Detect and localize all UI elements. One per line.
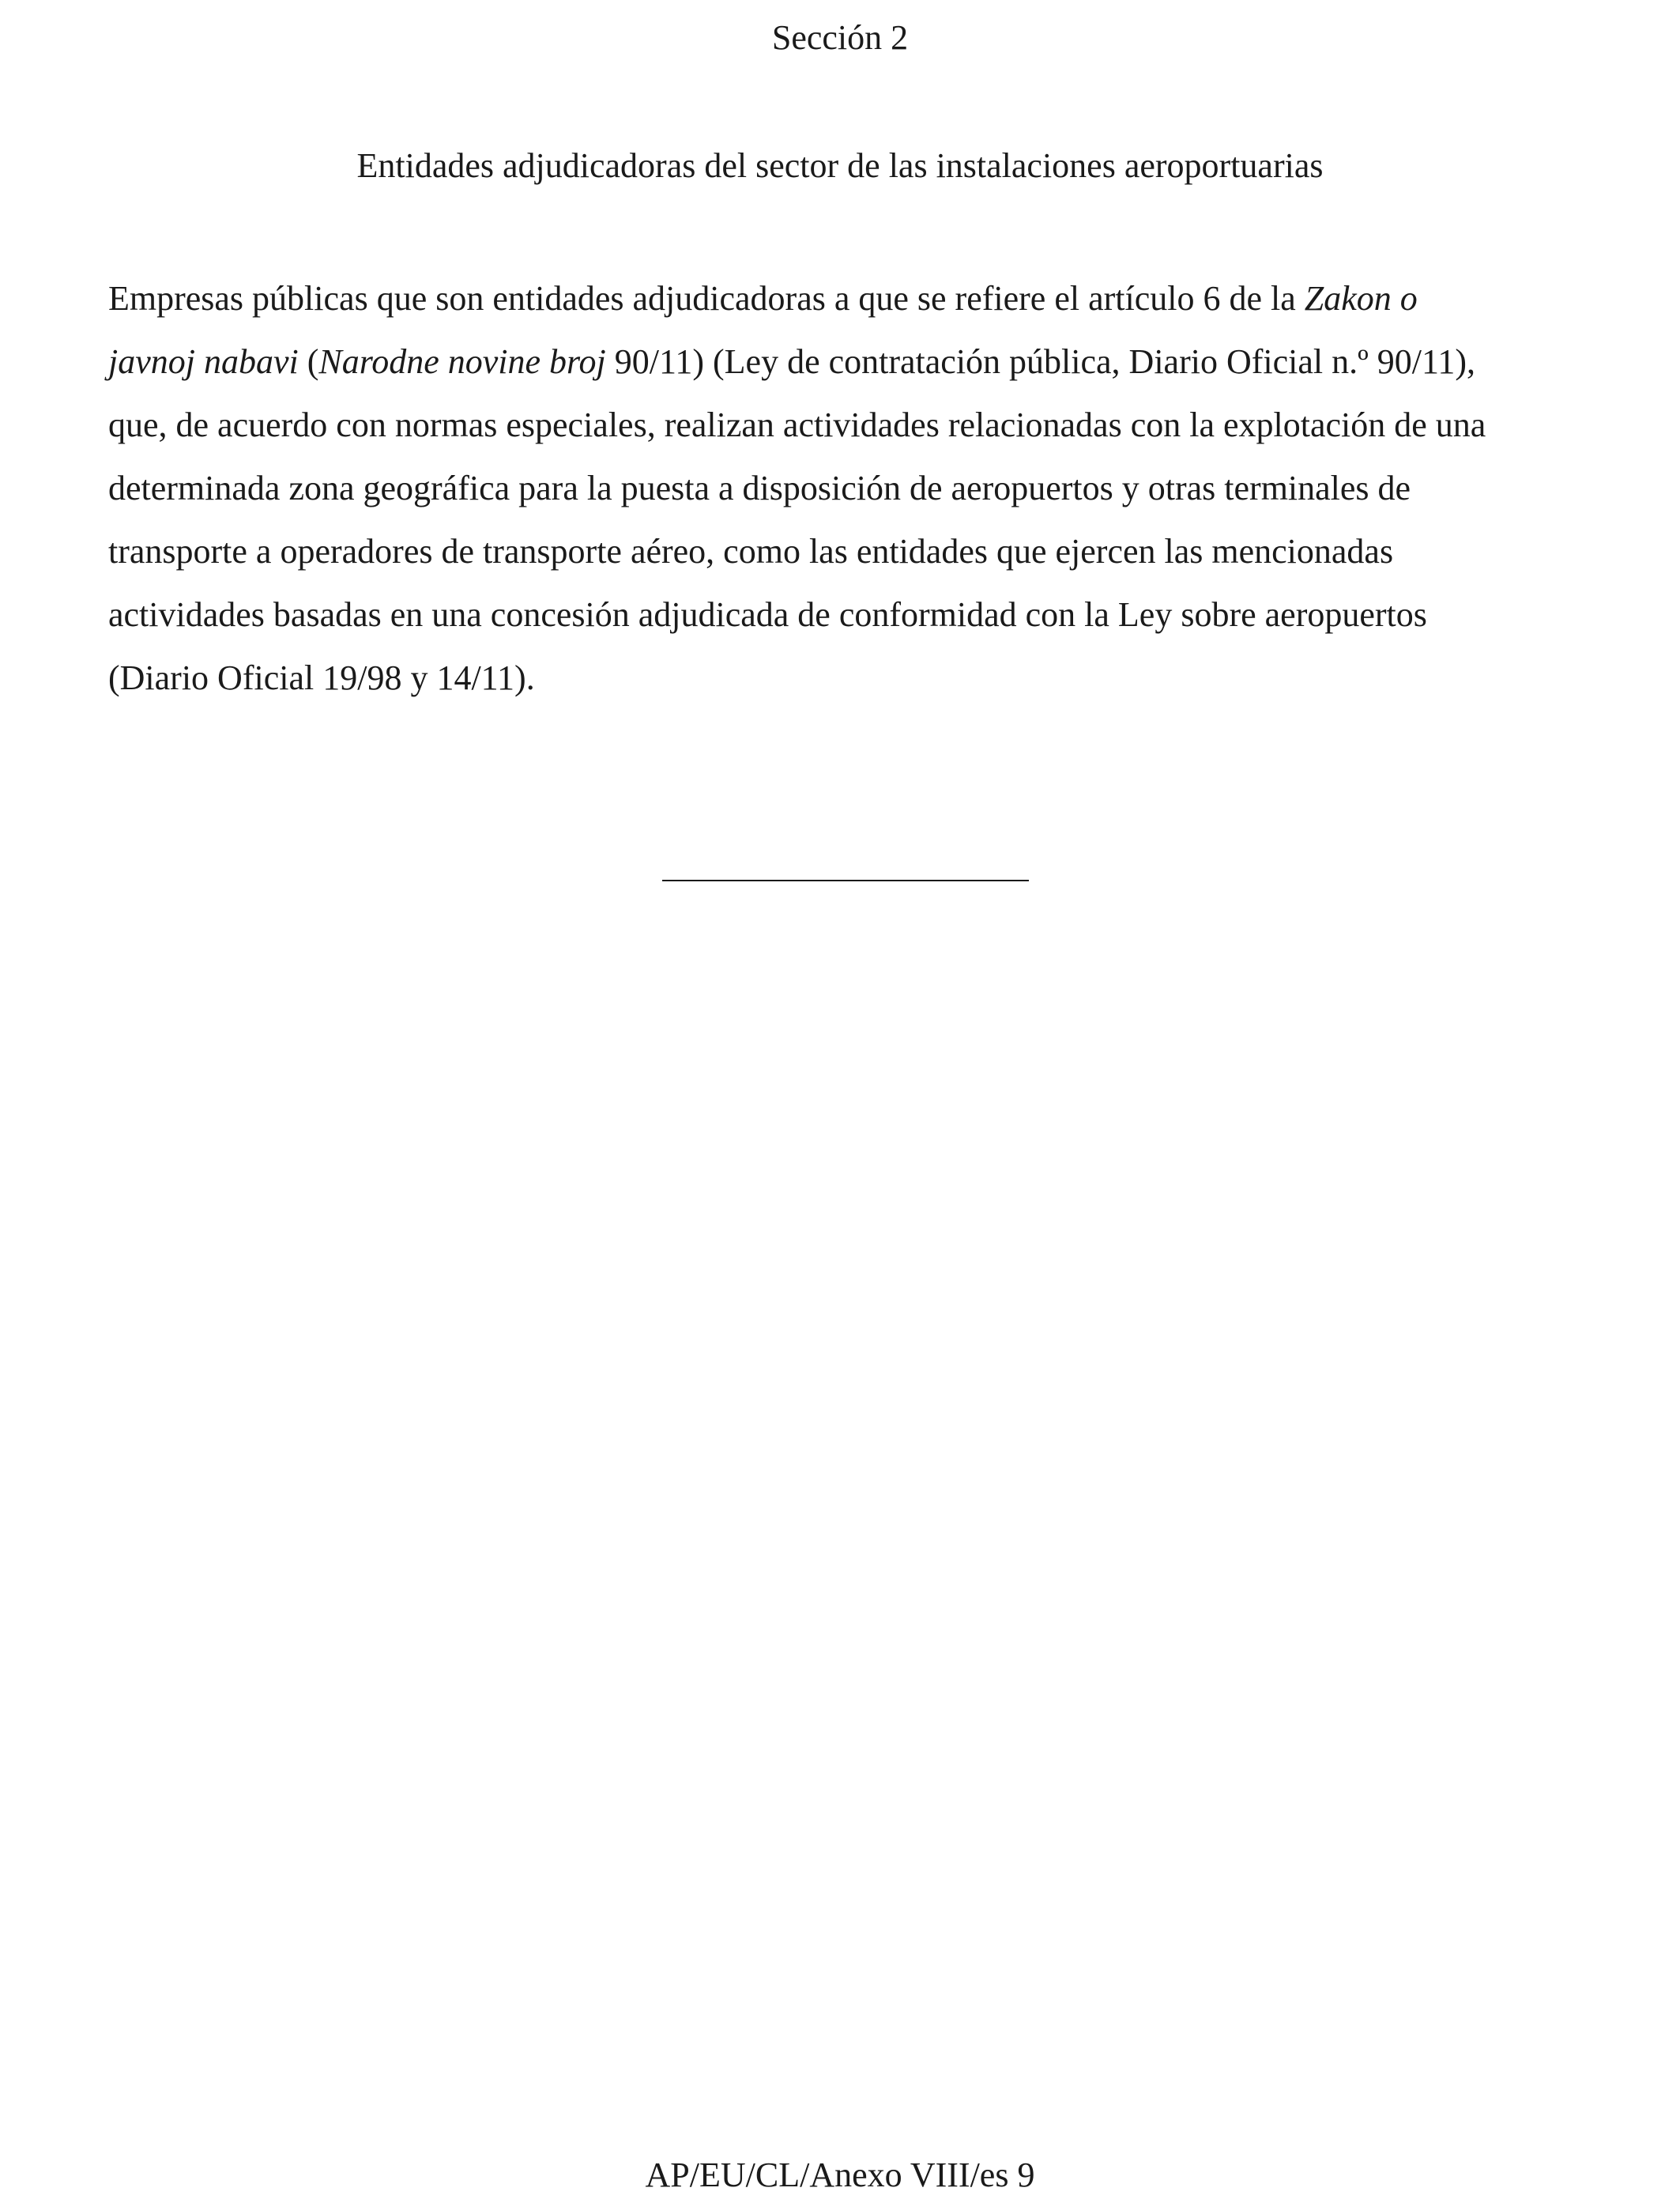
- end-of-section-rule: [662, 880, 1029, 881]
- paragraph-line-1: [108, 267, 1594, 330]
- law-title-italic-end: javnoj nabavi: [108, 342, 299, 381]
- paragraph-line-7: (Diario Oficial 19/98 y 14/11).: [108, 658, 535, 697]
- paragraph-line-4: determinada zona geográfica para la puesta a disposición de aeropuertos y otras terminales de: [108, 469, 1411, 507]
- section-label: Sección 2: [771, 18, 909, 57]
- paragraph-line-1-text: Empresas públicas que son entidades adjudicadoras a que se refiere el artículo 6 de la: [108, 279, 1305, 318]
- paragraph-line-2-text-b: 90/11) (Ley de contratación pública, Diario Oficial n.º 90/11),: [605, 342, 1476, 381]
- paragraph-line-2-text-a: (: [298, 342, 319, 381]
- gazette-name-italic: Narodne novine broj: [318, 342, 606, 381]
- law-title-italic-start: Zakon o: [1304, 279, 1418, 318]
- body-paragraph: [108, 267, 1594, 710]
- paragraph-line-3: que, de acuerdo con normas especiales, realizan actividades relacionadas con la explotación de una: [108, 405, 1486, 444]
- page-footer: AP/EU/CL/Anexo VIII/es 9: [645, 2156, 1035, 2194]
- paragraph-line-6: actividades basadas en una concesión adjudicada de conformidad con la Ley sobre aeropuertos: [108, 595, 1427, 634]
- paragraph-line-5: transporte a operadores de transporte aéreo, como las entidades que ejercen las mencionadas: [108, 532, 1394, 571]
- paragraph-line-2: [108, 330, 1594, 394]
- section-title: Entidades adjudicadoras del sector de las instalaciones aeroportuarias: [356, 146, 1324, 185]
